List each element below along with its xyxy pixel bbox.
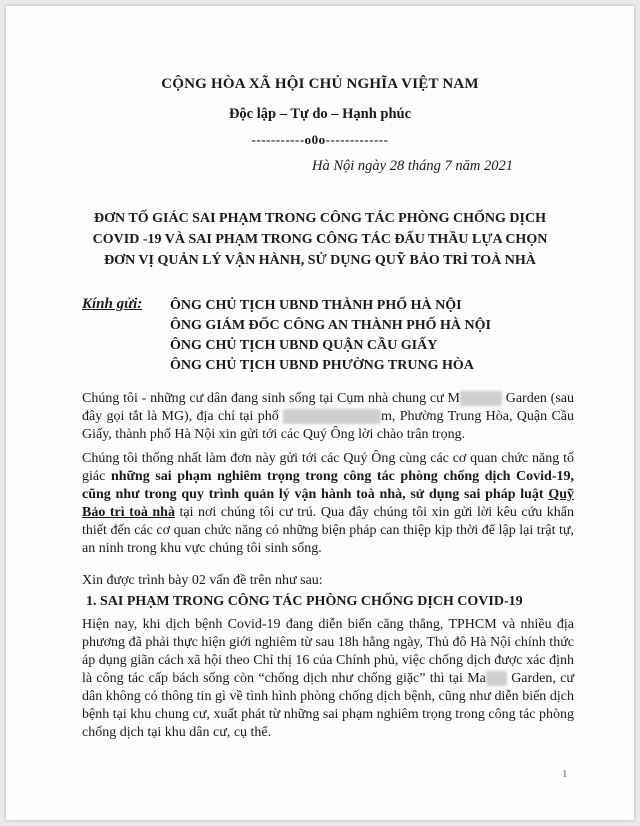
- paragraph-text: Chúng tôi thống nhất làm đơn này gửi tới các Quý Ông cùng các cơ quan chức năng tố giác: [82, 451, 574, 484]
- redacted-text: [283, 409, 381, 424]
- paragraph-denunciation: [82, 450, 574, 558]
- recipient-item: ÔNG CHỦ TỊCH UBND PHƯỜNG TRUNG HÒA: [170, 358, 474, 373]
- title-line: ĐƠN TỐ GIÁC SAI PHẠM TRONG CÔNG TÁC PHÒNG CHỐNG DỊCH: [94, 211, 546, 226]
- paragraph-text: Chúng tôi - những cư dân đang sinh sống tại Cụm nhà chung cư M: [82, 391, 460, 406]
- separator-line: -----------o0o-------------: [251, 132, 389, 147]
- underlined-bold-text: Quỹ Bảo trì toà nhà: [82, 487, 574, 520]
- document-page: [6, 6, 634, 820]
- document-date: Hà Nội ngày 28 tháng 7 năm 2021: [312, 158, 513, 174]
- document-title: [56, 208, 584, 271]
- bold-text: những sai phạm nghiêm trọng trong công tác phòng chống dịch Covid-19, cũng như trong quy trình quản lý vận hành toà nhà, sử dụng sai pháp luật: [82, 469, 574, 502]
- paragraph-text: Garden, cư dân không có thông tin gì về tình hình phòng chống dịch bệnh, cũng như diễn biến dịch bệnh tại khu chung cư, xuất phát từ những sai phạm nghiêm trọng trong công tác phòng chống dịch tại khu dân cư, cụ thể.: [82, 671, 575, 740]
- paragraph-text: Garden (sau đây gọi tắt là MG), địa chỉ tại phố: [82, 391, 575, 424]
- redacted-text: [460, 391, 502, 406]
- paragraph-text: tại nơi chúng tôi cư trú. Qua đây chúng tôi xin gửi lời kêu cứu khẩn thiết đến các cơ quan chức năng có những biện pháp can thiệp kịp thời để lập lại trật tự, an ninh trong khu vực chúng tôi sinh sống.: [82, 505, 574, 556]
- recipients-list: [170, 296, 491, 376]
- recipient-item: ÔNG CHỦ TỊCH UBND THÀNH PHỐ HÀ NỘI: [170, 298, 462, 313]
- paragraph-intro: [82, 390, 574, 444]
- redacted-text: [486, 671, 507, 686]
- title-line: COVID -19 VÀ SAI PHẠM TRONG CÔNG TÁC ĐẤU THẦU LỰA CHỌN: [92, 232, 548, 247]
- recipient-item: ÔNG GIÁM ĐỐC CÔNG AN THÀNH PHỐ HÀ NỘI: [170, 318, 491, 333]
- section-heading: 1. SAI PHẠM TRONG CÔNG TÁC PHÒNG CHỐNG DỊCH COVID-19: [86, 594, 523, 609]
- recipient-item: ÔNG CHỦ TỊCH UBND QUẬN CẦU GIẤY: [170, 338, 438, 353]
- paragraph-text: m, Phường Trung Hòa, Quận Cầu Giấy, thành phố Hà Nội xin gửi tới các Quý Ông lời chào trân trọng.: [82, 409, 575, 442]
- recipients-label: Kính gửi:: [82, 296, 143, 312]
- national-title: CỘNG HÒA XÃ HỘI CHỦ NGHĨA VIỆT NAM: [161, 76, 479, 92]
- paragraph-text: Hiện nay, khi dịch bệnh Covid-19 đang diễn biến căng thẳng, TPHCM và nhiều địa phương đã phải thực hiện giới nghiêm từ sau 18h hằng ngày, Thủ đô Hà Nội chính thức áp dụng giãn cách xã hội theo Chỉ thị 16 của Chính phủ, việc chống dịch được xác định là công tác cấp bách sống còn “chống dịch như chống giặc” thì tại Ma: [82, 617, 574, 686]
- page-number: 1: [562, 768, 568, 780]
- paragraph-covid: [82, 616, 574, 742]
- paragraph-outline: Xin được trình bày 02 vấn đề trên như sau:: [82, 573, 323, 588]
- national-motto: Độc lập – Tự do – Hạnh phúc: [228, 106, 412, 122]
- title-line: ĐƠN VỊ QUẢN LÝ VẬN HÀNH, SỬ DỤNG QUỸ BẢO TRÌ TOÀ NHÀ: [104, 253, 536, 268]
